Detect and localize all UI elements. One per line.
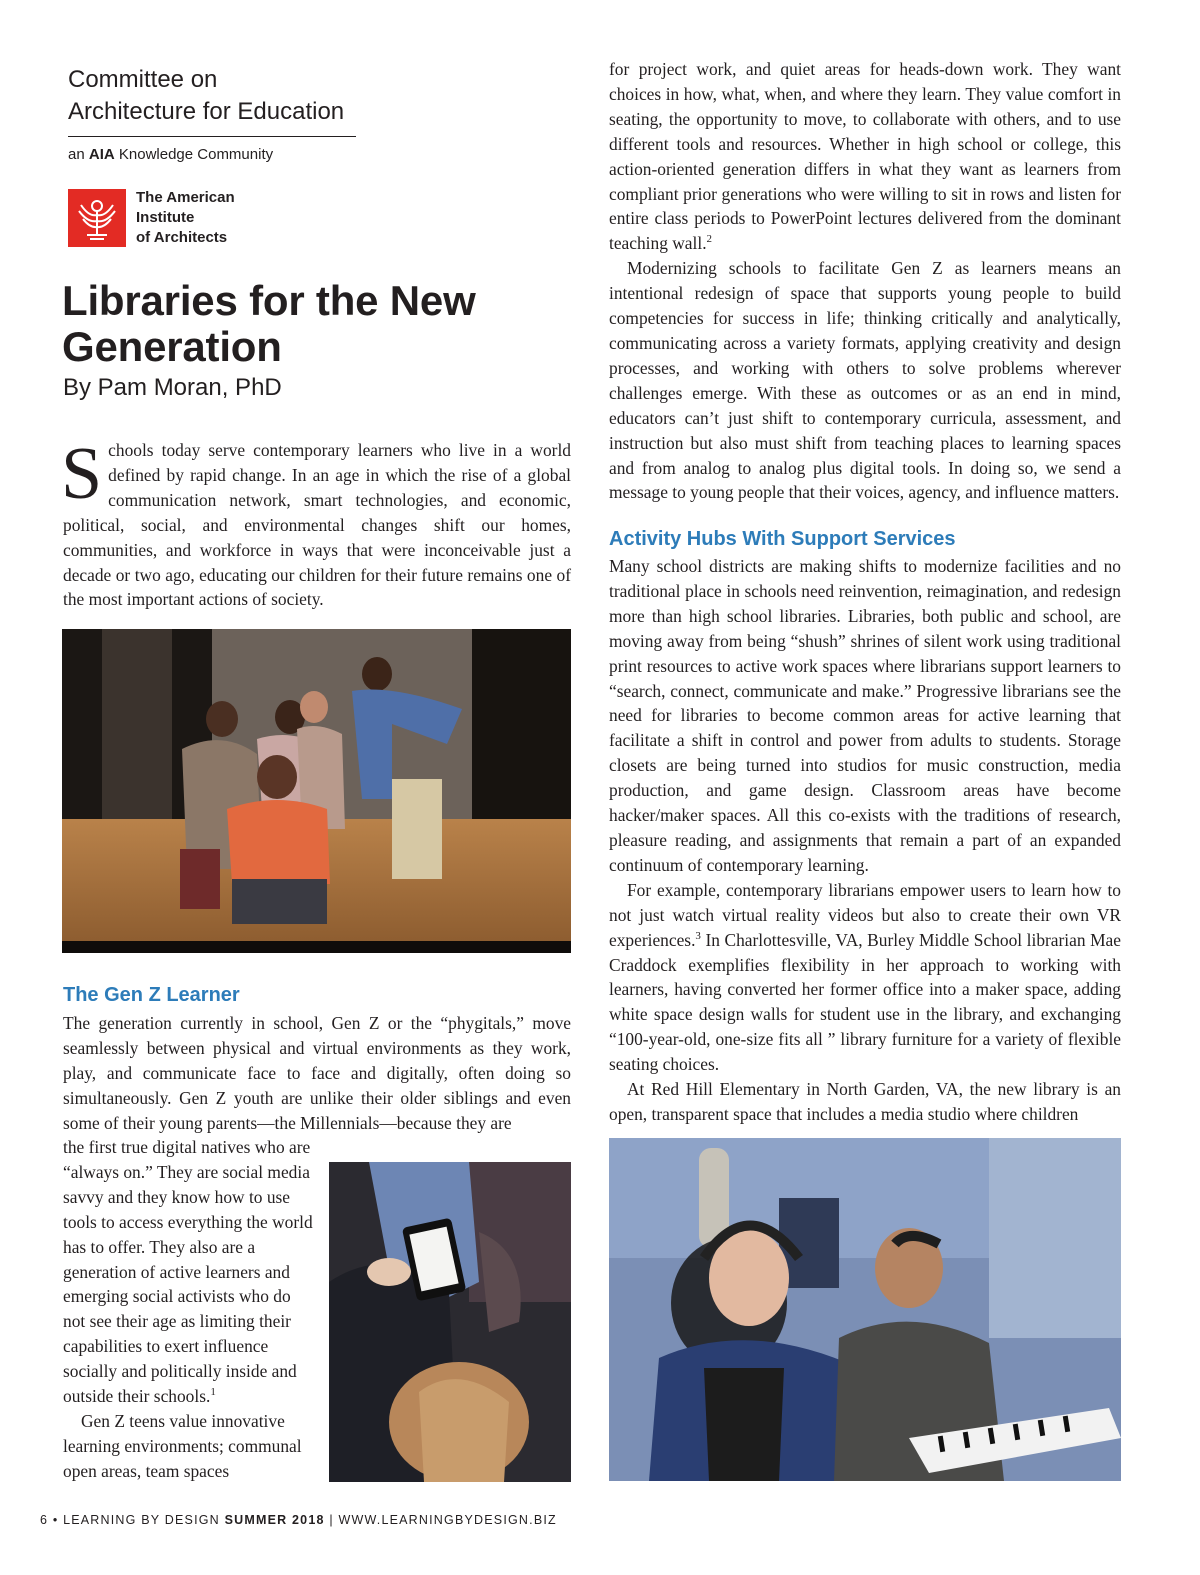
footnote-ref: 3 (695, 929, 701, 942)
footer-separator: | (329, 1513, 334, 1527)
students-stage-photo (62, 629, 571, 953)
section-heading-genz: The Gen Z Learner (63, 984, 240, 1006)
intro-paragraph: S chools today serve contemporary learners who live in a world defined by rapid change. In an age in which the rise of a global communication network, smart technologies, and economic, political, social, and environmental changes shift our homes, communities, and workforce in ways that were inconceivable just a decade or two ago, educating our children for their future remains one of the most important actions of society. (61, 433, 571, 610)
media-studio-photo (609, 1138, 1121, 1481)
footer-page-label: 6 • LEARNING BY DESIGN (40, 1513, 220, 1527)
footer-url: WWW.LEARNINGBYDESIGN.BIZ (338, 1513, 557, 1527)
article-title: Libraries for the New Generation (62, 277, 476, 370)
article-byline: By Pam Moran, PhD (63, 374, 282, 401)
hubs-paragraph-2: For example, contemporary librarians empower users to learn how to not just watch virtual reality videos but also to create their own VR experiences.$^3$ In Charlottesville, VA, Burley Middle School librarian Mae Craddock exemplifies flexibility in her approach to working with learners, having converted her former office into a maker space, adding white space design walls for student use in the library, and exchanging “100-year-old, one-size fits all ” library furniture for a variety of flexible seating choices. (609, 879, 1121, 1075)
aia-name: The American Institute of Architects (136, 189, 235, 246)
footer-issue: SUMMER 2018 (224, 1513, 325, 1527)
page-footer (40, 1513, 557, 1527)
section-heading-activity-hubs: Activity Hubs With Support Services (609, 528, 956, 550)
footnote-ref: 1 (210, 1386, 216, 1399)
genz-paragraph-narrow: the first true digital natives who are “always on.” They are social media savvy and they know how to use tools to access everything the world has to offer. They also are a generation of active learners and emerging social activists who do not see their age as limiting their capabilities to exert influence socially and politically inside and outside their schools.$^1$ Gen Z teens value innovative learning environments; communal open areas, team spaces (63, 1135, 313, 1484)
hubs-paragraph-1: Many school districts are making shifts to modernize facilities and no traditional place in schools need reinvention, reimagination, and redesign more than high school libraries. Libraries, both public and school, are moving away from being “shush” shrines of silent work using traditional print resources to active work spaces where librarians support learners to “search, connect, communicate and make.” Progressive librarians see the need for libraries to become common areas for active learning that facilitate a shift in control and power from adults to students. Storage closets are being turned into studios for music construction, media production, and game design. Classroom areas have become hacker/maker spaces. All this co-exists with the traditions of research, pleasure reading, and assignments that remain a part of an expanded continuum of contemporary learning. (609, 556, 1121, 875)
right-paragraph-1: for project work, and quiet areas for heads-down work. They want choices in how, what, when, and where they learn. They value comfort in seating, the opportunity to move, to collaborate with others, and to use different tools and resources. Whether in high school or college, this action-oriented generation differs in what they want as learners from compliant prior generations who were willing to sit in rows and listen for entire class periods to PowerPoint lectures delivered from the dominant teaching wall.$^2$ (609, 59, 1121, 254)
knowledge-community-label: an AIA Knowledge Community (68, 146, 274, 163)
right-column-hubs (609, 554, 1121, 1127)
right-column-top (609, 57, 1121, 505)
committee-name-line1: Committee on (68, 66, 218, 93)
committee-header (68, 64, 358, 163)
footnote-ref: 2 (706, 233, 713, 246)
right-paragraph-2: Modernizing schools to facilitate Gen Z as learners means an intentional redesign of space that supports young people to build competencies for success in life; thinking critically and analytically, communicating across a variety formats, applying creativity and design processes, and working with others to solve problems wherever challenges emerge. With these as outcomes or as an end in mind, educators can’t just shift to contemporary curricula, assessment, and instruction but also must shift from teaching places to learning spaces and from analog to analog plus digital tools. In doing so, we send a message to young people that their voices, agency, and influence matters. (609, 258, 1121, 503)
hubs-paragraph-3: At Red Hill Elementary in North Garden, VA, the new library is an open, transparent space that includes a media studio where children (609, 1079, 1121, 1124)
aia-eagle-logo-icon (68, 189, 126, 247)
header-divider (68, 136, 356, 137)
genz-paragraph-2: Gen Z teens value innovative learning environments; communal open areas, team spaces (63, 1410, 302, 1481)
aia-logo-block (68, 188, 235, 248)
student-tablet-photo (329, 1162, 571, 1482)
drop-cap: S (61, 433, 103, 515)
committee-name-line2: Architecture for Education (68, 98, 345, 125)
genz-paragraph-full: The generation currently in school, Gen Z or the “phygitals,” move seamlessly between physical and virtual environments as they work, play, and communicate face to face and digitally, often doing so simultaneously. Gen Z youth are unlike their older siblings and even some of their young parents—the Millennials—because they are (63, 1013, 571, 1133)
